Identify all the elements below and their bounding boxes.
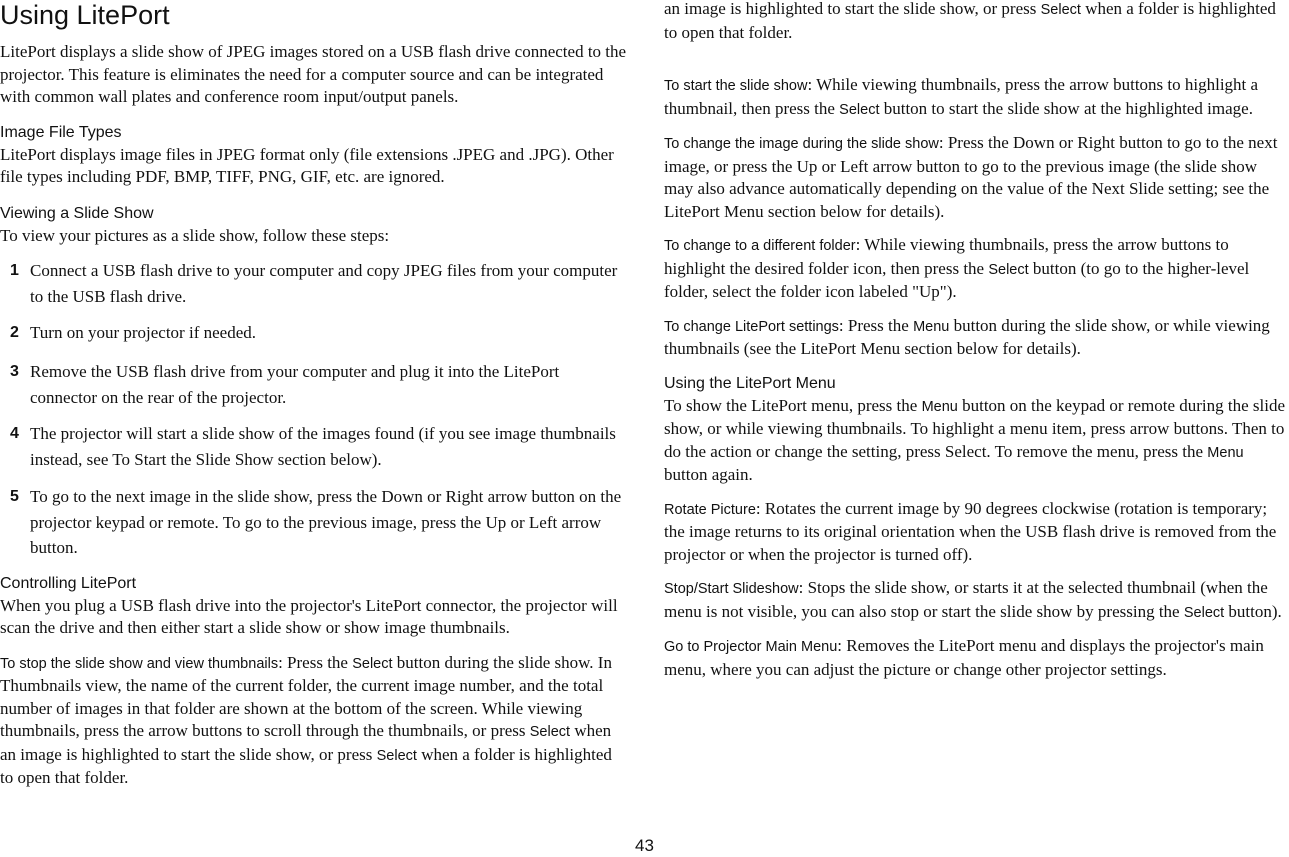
viewing-heading: Viewing a Slide Show [0, 204, 154, 222]
menu-keyword: Menu [913, 318, 950, 335]
change-image-label: To change the image during the slide show [664, 136, 939, 152]
text-run: : While viewing thumbnails, press the arrow buttons to highlight a thumbnail, then press the [664, 75, 1259, 118]
list-item [0, 320, 628, 346]
controlling-text: When you plug a USB flash drive into the projector's LitePort connector, the projector will scan the drive and then either start a slide show or show image thumbnails. [0, 595, 618, 637]
text-run: button). [1224, 601, 1282, 621]
text-run: : Press the [838, 315, 914, 335]
step-number: 5 [10, 488, 19, 505]
rotate-picture-label: Rotate Picture [664, 501, 756, 518]
step-number: 1 [10, 262, 19, 279]
text-run: : Press the Down or Right button to go to the next image, or press the Up or Left arrow button to go to the previous image (the slide show may also advance automatically depending on the value of the Next Slide setting; see the LitePort Menu section below for details). [664, 133, 1278, 221]
list-item [0, 359, 628, 410]
text-run: button again. [664, 465, 753, 484]
text-run: To show the LitePort menu, press the [664, 395, 922, 415]
text-run: : Rotates the current image by 90 degrees clockwise (rotation is temporary; the image returns to its original orientation when the USB flash drive is removed from the projector or when the projector is turned off). [664, 498, 1277, 564]
select-keyword: Select [1040, 2, 1081, 18]
main-menu-label: Go to Projector Main Menu [664, 639, 838, 655]
step-text: Remove the USB flash drive from your computer and plug it into the LitePort connector on the rear of the projector. [30, 362, 560, 407]
text-run: when a folder is highlighted to open that folder. [0, 744, 612, 787]
stop-slideshow-continued [664, 0, 1289, 44]
change-folder-paragraph [664, 234, 1289, 304]
text-run: when an image is highlighted to start the slide show, or press [0, 721, 612, 764]
step-text: To go to the next image in the slide show, press the Down or Right arrow button on the projector keypad or remote. To go to the previous image, press the Up or Left arrow button. [30, 487, 622, 557]
select-keyword: Select [839, 101, 880, 118]
start-slideshow-label: To start the slide show [664, 78, 808, 94]
select-keyword: Select [376, 747, 417, 764]
stop-start-paragraph [664, 577, 1289, 624]
stop-slideshow-paragraph [0, 652, 628, 790]
list-item [0, 421, 628, 472]
text-run: button to start the slide show at the highlighted image. [879, 98, 1253, 118]
image-file-types-heading: Image File Types [0, 123, 122, 141]
step-number: 2 [10, 324, 19, 341]
text-run: when a folder is highlighted to open that folder. [664, 0, 1276, 42]
image-file-types-text: LitePort displays image files in JPEG format only (file extensions .JPEG and .JPG). Other file types including PDF, BMP, TIFF, PNG, GIF, etc. are ignored. [0, 144, 614, 186]
step-number: 3 [10, 363, 19, 380]
text-run: button during the slide show. In Thumbnails view, the name of the current folder, the current image number, and the total number of images in that folder are shown at the bottom of the screen. While viewing thumbnails, press the arrow buttons to scroll through the thumbnails, or press [0, 652, 612, 740]
text-run: : Press the [278, 652, 353, 672]
menu-keyword: Menu [1207, 444, 1244, 461]
controlling-heading: Controlling LitePort [0, 574, 137, 592]
select-keyword: Select [988, 261, 1029, 278]
viewing-text: To view your pictures as a slide show, follow these steps: [0, 225, 390, 245]
continued-paragraph-clip [664, 0, 1289, 63]
change-settings-label: To change LitePort settings [664, 318, 839, 335]
step-text: Turn on your projector if needed. [30, 323, 256, 342]
menu-keyword: Menu [921, 398, 958, 415]
change-folder-label: To change to a different folder [664, 238, 856, 254]
list-item [0, 258, 628, 309]
stop-start-label: Stop/Start Slideshow [664, 581, 799, 597]
menu-intro-paragraph [664, 395, 1289, 487]
intro-paragraph: LitePort displays a slide show of JPEG images stored on a USB flash drive connected to the projector. This feature is eliminates the need for a computer source and can be integrated with common wall plates and conference room input/output panels. [0, 42, 627, 106]
select-keyword: Select [529, 724, 571, 740]
right-column [664, 0, 1289, 681]
select-keyword: Select [1183, 604, 1225, 621]
text-run: button on the keypad or remote during the slide show, or while viewing thumbnails. To highlight a menu item, press arrow buttons. Then to do the action or change the setting, press Select. To remove the menu, press the [664, 395, 1286, 461]
list-item [0, 484, 628, 561]
change-image-paragraph [664, 132, 1289, 223]
text-run: : Stops the slide show, or starts it at the selected thumbnail (when the menu is not visible, you can also stop or start the slide show by pressing the [664, 578, 1268, 621]
stop-slideshow-label: To stop the slide show and view thumbnails [0, 655, 279, 672]
text-run: button during the slide show, or while viewing thumbnails (see the LitePort Menu section below for details). [664, 315, 1270, 358]
main-menu-paragraph [664, 635, 1289, 681]
step-text: Connect a USB flash drive to your computer and copy JPEG files from your computer to the USB flash drive. [30, 261, 618, 306]
step-text: The projector will start a slide show of the images found (if you see image thumbnails instead, see To Start the Slide Show section below). [30, 424, 616, 469]
page-number: 43 [635, 836, 654, 855]
start-slideshow-paragraph [664, 74, 1289, 121]
page-title: Using LitePort [0, 0, 170, 30]
change-settings-paragraph [664, 315, 1289, 361]
left-column [0, 0, 628, 790]
select-keyword: Select [352, 655, 393, 672]
steps-list [0, 258, 628, 561]
text-run: an image is highlighted to start the slide show, or press [664, 0, 1037, 18]
step-number: 4 [10, 425, 19, 442]
text-run: : While viewing thumbnails, press the arrow buttons to highlight the desired folder icon, then press the [664, 235, 1229, 278]
text-run: : Removes the LitePort menu and displays the projector's main menu, where you can adjust the picture or change other projector settings. [664, 636, 1264, 679]
rotate-picture-paragraph [664, 498, 1289, 567]
menu-heading: Using the LitePort Menu [664, 374, 836, 392]
text-run: button (to go to the higher-level folder, select the folder icon labeled "Up"). [664, 258, 1250, 301]
